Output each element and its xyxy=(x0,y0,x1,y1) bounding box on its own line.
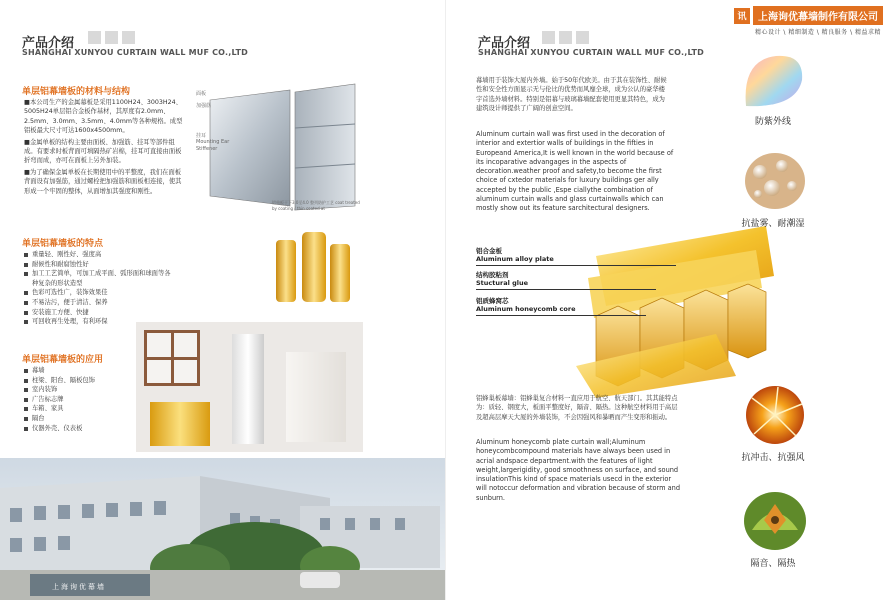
layer-label-en: Aluminum honeycomb core xyxy=(476,305,576,313)
page-title: 产品介绍 xyxy=(22,36,75,51)
list-item: 幕墙 xyxy=(24,366,134,376)
sound-insulation-icon xyxy=(742,490,808,552)
layer-label-zh: 铝质蜂窝芯 xyxy=(476,297,509,305)
section-heading-features: 单层铝幕墙板的特点 xyxy=(22,239,104,249)
feature-label: 防紫外线 xyxy=(754,117,791,127)
page-title: 产品介绍 xyxy=(478,36,531,51)
salt-spray-icon xyxy=(742,150,808,212)
list-item: 广告标志牌 xyxy=(24,395,134,405)
list-item: 可回收再生处理，有利环保 xyxy=(24,317,174,327)
layer-label-en: Aluminum alloy plate xyxy=(476,255,554,263)
feature-label: 隔音、隔热 xyxy=(750,559,796,569)
list-item: 隔台 xyxy=(24,414,134,424)
diagram-label: Stiffener xyxy=(196,146,218,152)
header-decoration xyxy=(542,31,589,44)
header-decoration xyxy=(88,31,135,44)
company-logo xyxy=(734,6,883,25)
intro-english: Aluminum curtain wall was first used in the decoration of interior and extertior walls of buildings in the fifties in Europeand America,It is well known in the world because of its incoparative advangages in the aspects of decoration.weather proof and safety,to become the first choice of cxtedor materials for luxury buildings ger ally accepted by the public ,Espe ciallythe combination of aluminum curtain walls and glass curtainwalls which can mostly show out its feature sarchitectural designers. xyxy=(476,130,674,213)
tile-grid xyxy=(144,330,200,386)
layer-label-zh: 结构胶粘剂 xyxy=(476,271,509,279)
features-list xyxy=(24,250,174,327)
list-item: 柱梁、阳台、隔板包饰 xyxy=(24,376,134,386)
panels-photo xyxy=(136,322,363,452)
list-item: 加工工艺简单，可加工成平面、弧形面和球面等各种复杂的形状造型 xyxy=(24,269,174,288)
factory-photo xyxy=(0,458,445,600)
list-item: 车箱、家具 xyxy=(24,404,134,414)
intro-chinese: 幕墙用于装饰大厦内外墙。始于50年代欧美。由于其在装饰性、耐候性和安全性方面显示无与伦比的优势而风靡全球，成为公认的豪华楼宇首选外墙材料。特别是铝幕与玻璃幕墙配套使用更显其特色，成为建筑设计师提供了广阔的创意空间。 xyxy=(476,77,667,113)
factory-sign: 上海询优幕墙 xyxy=(52,583,106,591)
applications-list xyxy=(24,366,134,433)
material-paragraph: ■金属单板的结构主要由面板、加强筋、挂耳等部件组成。有要求时板背面可填隔热矿岩棉，挂耳可直接由面板折弯而成，亦可在面板上另外加装。 xyxy=(24,138,182,165)
material-paragraph: ■为了确保金属单板在长期使用中的平整度，我们在面板背面设有加强筋，通过螺栓把加强筋和面板相连接，使其形成一个牢固的整体，从面增加其强度和刚性。 xyxy=(24,168,182,195)
material-paragraph: ■本公司生产的金属幕板是采用1100H24、3003H24、5005H24单层铝合金板作基材，其厚度有2.0mm、2.5mm、3.0mm、3.5mm、4.0mm等各种规格。成型铝板最大尺寸可达1600x4500mm。 xyxy=(24,99,183,135)
diagram-caption: 铝单板于下3.0至4.0 整列防护工艺 coat treated by coating / thin coated at xyxy=(272,200,360,211)
diagram-label: Mounting Ear xyxy=(196,139,230,145)
section-heading-applications: 单层铝幕墙板的应用 xyxy=(22,355,104,365)
slogan: 精心设计 \ 精细制造 \ 精良服务 \ 精益求精 xyxy=(754,29,881,36)
feature-label: 抗冲击、抗强风 xyxy=(741,453,805,463)
diagram-label: 挂耳 xyxy=(196,133,207,139)
list-item: 仪器外壳、仪表板 xyxy=(24,424,134,434)
honeycomb-panel-diagram xyxy=(566,226,776,401)
company-subtitle: SHANGHAI XUNYOU CURTAIN WALL MUF CO.,LTD xyxy=(478,48,704,57)
right-page xyxy=(445,0,890,600)
layer-label-en: Stuctural glue xyxy=(476,279,529,287)
impact-resistance-icon xyxy=(744,384,806,446)
uv-protection-icon xyxy=(738,50,808,112)
panel-structure-diagram xyxy=(195,78,365,218)
section-heading-material: 单层铝幕墙板的材料与结构 xyxy=(22,87,131,97)
list-item: 安装施工方便、快捷 xyxy=(24,308,174,318)
logo-name: 上海询优幕墙制作有限公司 xyxy=(753,6,883,25)
feature-label: 抗盐雾、耐潮湿 xyxy=(741,219,805,229)
list-item: 色彩可选性广，装饰效果佳 xyxy=(24,288,174,298)
company-subtitle: SHANGHAI XUNYOU CURTAIN WALL MUF CO.,LTD xyxy=(22,48,248,57)
logo-mark: 讯 xyxy=(734,8,750,24)
layer-label-zh: 铝合金板 xyxy=(476,247,502,255)
diagram-label: 加强筋 xyxy=(196,103,212,109)
diagram-label: 面板 xyxy=(196,91,207,97)
list-item: 不易沾污，便于清洁、保养 xyxy=(24,298,174,308)
list-item: 耐候性和耐腐蚀性好 xyxy=(24,260,174,270)
material-text xyxy=(24,98,186,196)
list-item: 室内装饰 xyxy=(24,385,134,395)
honeycomb-chinese: 铝蜂巢板幕墙：铝蜂巢复合材料一直应用于航空、航天部门。其其能特点为：质轻、钢度大，板面平整度好，隔音、隔热。这种航空材料用于高层及超高层摩天大厦的外墙装饰，不会因强风和暴晒而产生变形和振动。 xyxy=(476,395,678,421)
curved-panels-photo xyxy=(268,226,358,306)
list-item: 重量轻、刚性好、强度高 xyxy=(24,250,174,260)
honeycomb-english: Aluminum honeycomb plate curtain wall;Aluminum honeycombcompound materials have always been used in acrial andspace department.with the features of light weight,largerigidity, good smoothness on surface, and sound insulationThis kind of space materials usecd in the exterior will notoccur deformation and vibration because of storm and sunburn. xyxy=(476,438,681,502)
